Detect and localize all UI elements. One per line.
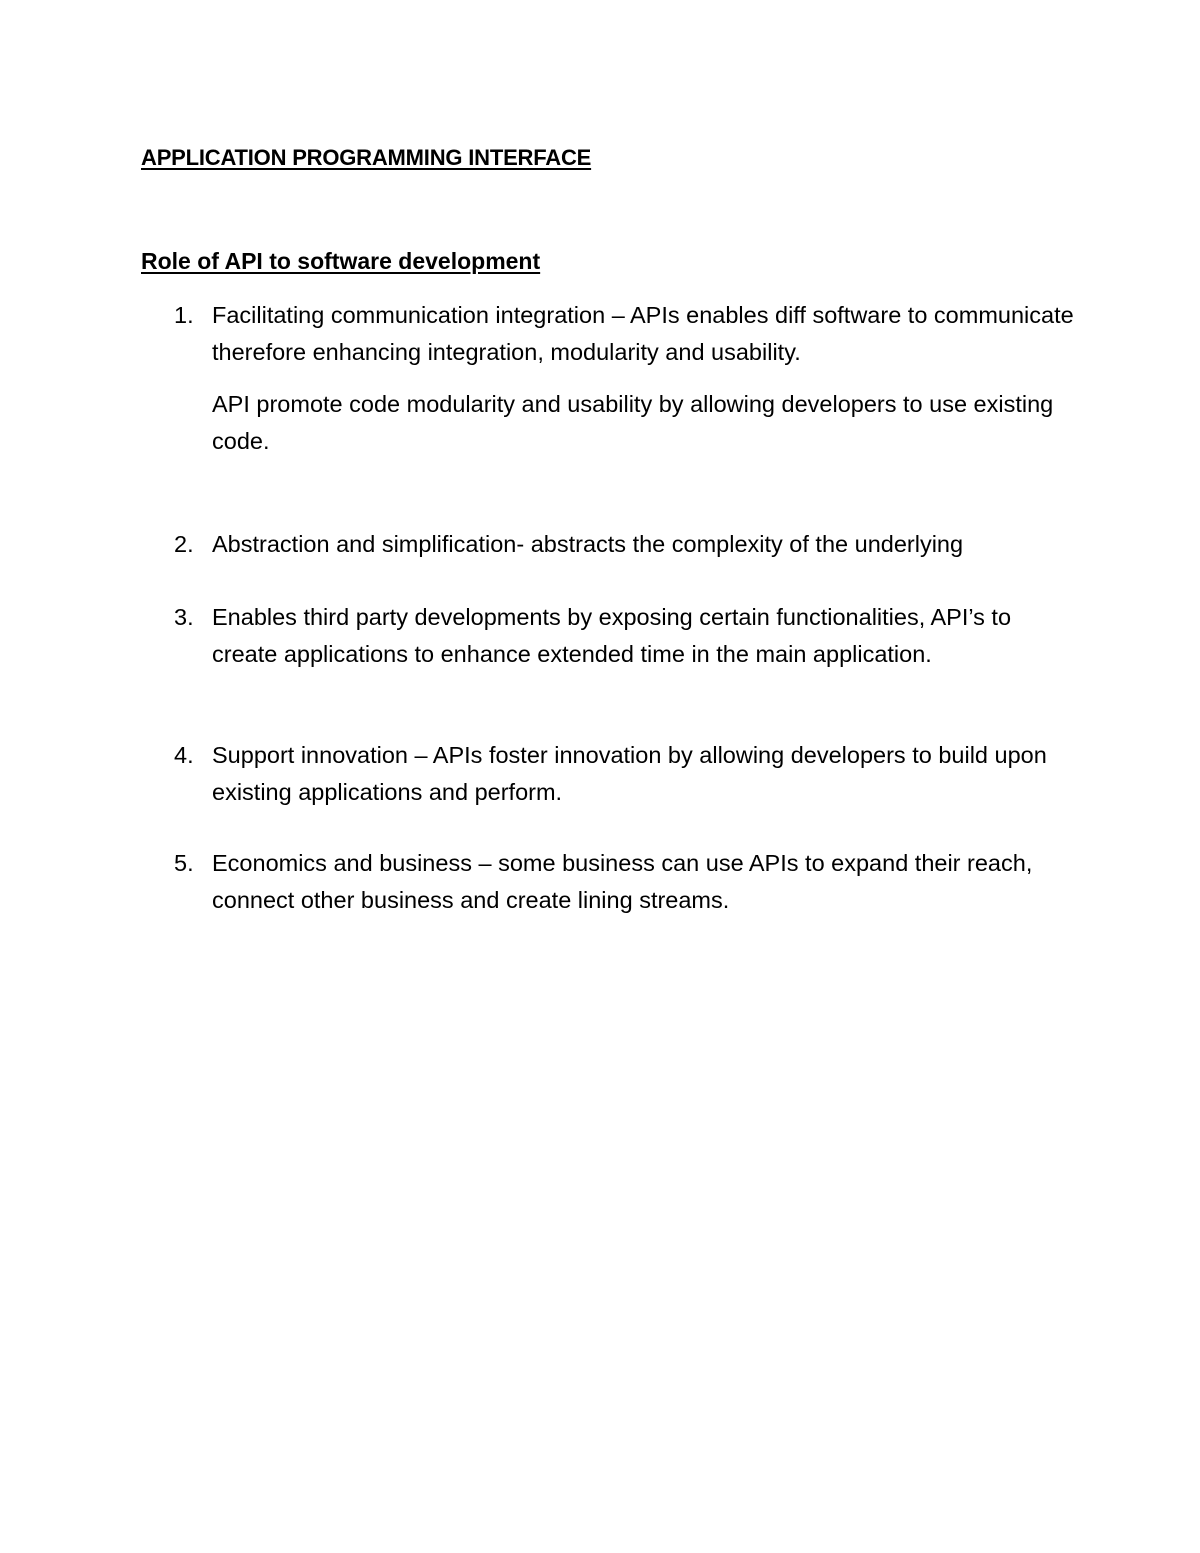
- section-heading: Role of API to software development: [141, 248, 541, 274]
- list-item-text: Economics and business – some business can use APIs to expand their reach, connect other business and create lining streams.: [212, 850, 1033, 913]
- list-item-text: Support innovation – APIs foster innovation by allowing developers to build upon existing applications and perform.: [212, 742, 1047, 805]
- list-item-text: Enables third party developments by exposing certain functionalities, API’s to create applications to enhance extended time in the main application.: [212, 604, 1012, 667]
- list-item-number: 5.: [174, 850, 194, 876]
- document-title: APPLICATION PROGRAMMING INTERFACE: [141, 145, 592, 170]
- list-item: [174, 845, 1094, 919]
- list-item-text: Abstraction and simplification- abstracts the complexity of the underlying: [212, 531, 964, 557]
- list-item: [174, 297, 1094, 460]
- list-item-number: 1.: [174, 302, 194, 328]
- list-item: [174, 737, 1094, 811]
- list-item: [174, 526, 1094, 563]
- list-item-number: 2.: [174, 531, 194, 557]
- list-item-number: 3.: [174, 604, 194, 630]
- list-item-number: 4.: [174, 742, 194, 768]
- list-item-extra-paragraph: API promote code modularity and usability by allowing developers to use existing code.: [212, 391, 1054, 454]
- list-item: [174, 599, 1094, 673]
- list-item-text: Facilitating communication integration – APIs enables diff software to communicate therefore enhancing integration, modularity and usability.: [212, 302, 1074, 365]
